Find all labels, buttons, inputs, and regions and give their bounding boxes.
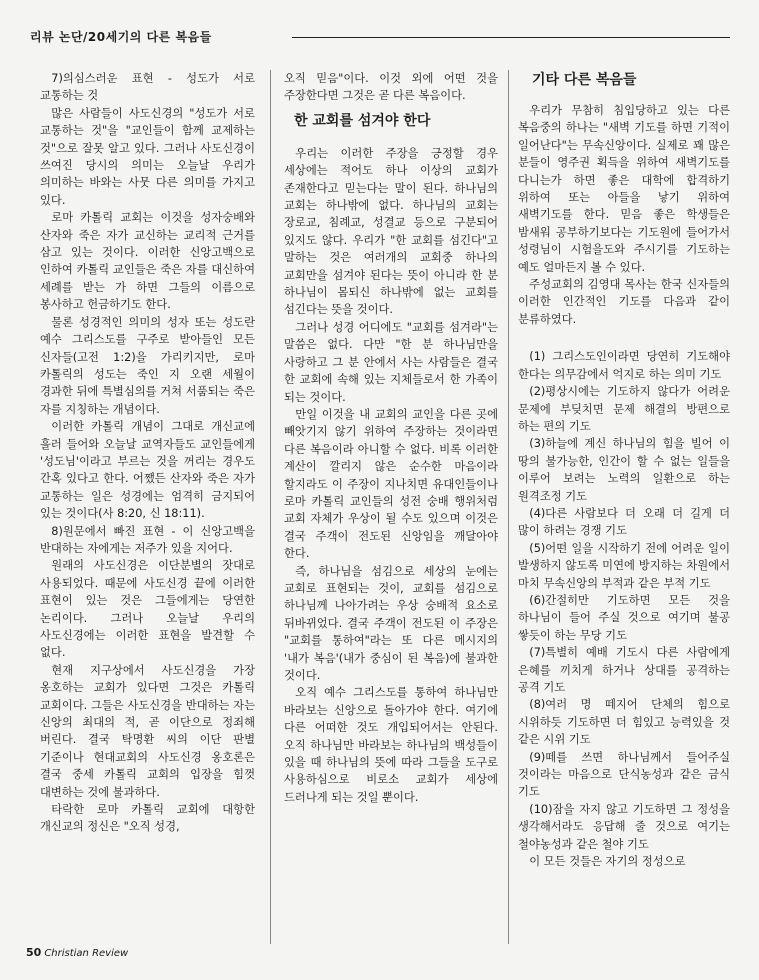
column-divider xyxy=(270,70,271,944)
header-rule xyxy=(292,37,730,38)
list-item: (4)다른 사람보다 더 오래 더 길게 더 많이 하려는 경쟁 기도 xyxy=(518,506,730,538)
paragraph: 만일 이것을 내 교회의 교인을 다른 곳에 빼앗기지 않기 위하여 주장하는 것이라면 다른 복음이라 아니할 수 없다. 비록 이러한 계산이 깔리지 않은 순수한 마음이라 할지라도 이 주장이 지나치면 유대인들이나 로마 카톨릭 교인들의 성전 숭배 행위처럼 교회 자체가 우상이 될 수도 있으며 이것은 결국 주객이 전도된 신앙임을 깨달아야 한다. xyxy=(284,407,498,561)
section-heading: 기타 다른 복음들 xyxy=(532,72,637,88)
paragraph: 현재 지구상에서 사도신경을 가장 옹호하는 교회가 있다면 그것은 카톨릭 교회이다. 그들은 사도신경을 반대하는 자는 신앙의 최대의 적, 곧 이단으로 정죄해 버린다. 결국 탁명환 씨의 이단 판별 기준이나 현대교회의 사도신경 옹호론은 결국 중세 카톨릭 교회의 입장을 힘껏 대변하는 것에 불과하다. xyxy=(40,663,255,799)
paragraph: 주성교회의 김영대 목사는 한국 신자들의 이러한 인간적인 기도를 다음과 같이 분류하였다. xyxy=(518,278,730,326)
list-item: 이 모든 것들은 자기의 정성으로 xyxy=(529,855,686,869)
paragraph: 물론 성경적인 의미의 성자 또는 성도란 예수 그리스도를 구주로 받아들인 모든 신자들(고전 1:2)을 가리키지만, 로마 카톨릭의 성도는 죽인 지 오랜 세월이 경과한 뒤에 특별심의를 거쳐 서품되는 죽은 자를 지칭하는 개념이다. xyxy=(40,315,255,416)
paragraph: 7)의심스러운 표현 - 성도가 서로 교통하는 것 xyxy=(40,72,255,103)
magazine-name: Christian Review xyxy=(44,948,129,959)
paragraph: 8)원문에서 빠진 표현 - 이 신앙고백을 반대하는 자에게는 저주가 있을 지어다. xyxy=(40,524,255,555)
list-item: (2)평상시에는 기도하지 않다가 어려운 문제에 부딪치면 문제 해결의 방편으로 하는 편의 기도 xyxy=(518,385,730,433)
column-divider xyxy=(508,70,509,944)
list-item: (10)잠을 자지 않고 기도하면 그 정성을 생각해서라도 응답해 줄 것으로 여기는 철야농성과 같은 철야 기도 xyxy=(518,802,730,851)
spacer xyxy=(518,328,730,348)
section-heading: 한 교회를 섬겨야 한다 xyxy=(294,112,431,129)
paragraph: 원래의 사도신경은 이단분별의 잣대로 사용되었다. 때문에 사도신경 끝에 이러한 표현이 있는 것은 그들에게는 당연한 논리이다. 그러나 오늘날 우리의 사도신경에는 이러한 표현을 발견할 수 없다. xyxy=(40,559,255,660)
list-item: (1) 그리스도인이라면 당연히 기도해야 한다는 의무감에서 억지로 하는 의미 기도 xyxy=(518,350,730,381)
paragraph: 오직 믿음"이다. 이것 외에 어떤 것을 주장한다면 그것은 곧 다른 복음이다. xyxy=(284,72,498,103)
paragraph: 그러나 성경 어디에도 "교회를 섬겨라"는 말씀은 없다. 다만 "한 분 하나님만을 사랑하고 그 분 안에서 사는 사람들은 결국 한 교회에 속해 있는 지체들로서 한 가족이 되는 것이다. xyxy=(284,320,498,404)
column-2 xyxy=(284,70,498,806)
list-item: (5)어떤 일을 시작하기 전에 어려운 일이 발생하지 않도록 미연에 방지하는 차원에서 마치 무속신앙의 부적과 같은 부적 기도 xyxy=(518,541,730,590)
list-item: (8)여러 명 떼지어 단체의 힘으로 시위하듯 기도하면 더 힘있고 능력있을 것 같은 시위 기도 xyxy=(518,698,730,747)
column-1 xyxy=(40,70,255,836)
paragraph: 많은 사람들이 사도신경의 "성도가 서로 교통하는 것"을 "교인들이 함께 교제하는 것"으로 잘못 알고 있다. 그러나 사도신경이 쓰여진 당시의 의미는 오늘날 우리가 의미하는 바와는 사뭇 다른 의미를 가지고 있다. xyxy=(40,106,255,207)
paragraph: 우리는 이러한 주장을 긍정할 경우 세상에는 적어도 하나 이상의 교회가 존재한다고 믿는다는 말이 된다. 하나님의 교회는 하나밖에 없다. 하나님의 교회는 장로교, 침례교, 성결교 등으로 구분되어 있지도 않다. 우리가 "한 교회를 섬긴다"고 말하는 것은 여러개의 교회중 하나의 교회만을 섬겨야 된다는 뜻이 아니라 한 분 하나님이 몸되신 하나밖에 없는 교회를 섬긴다는 뜻을 것이다. xyxy=(284,146,498,317)
paragraph: 로마 카톨릭 교회는 이것을 성자숭배와 산자와 죽은 자가 교신하는 교리적 근거를 삼고 있는 것이다. 이러한 신앙고백으로 인하여 카톨릭 교인들은 죽은 자를 대신하여 세례를 받는 가 하면 그들의 이름으로 봉사하고 헌금하기도 한다. xyxy=(40,211,255,312)
column-3 xyxy=(518,70,730,870)
paragraph: 이러한 카톨릭 개념이 그대로 개신교에 흘러 들어와 오늘날 교역자들도 교인들에게 '성도님'이라고 부르는 것을 꺼리는 경우도 간혹 있다고 한다. 어쨌든 산자와 죽은 자가 교통하는 일은 성경에는 엄격히 금지되어 있는 것이다(사 8:20, 신 18:11). xyxy=(40,420,255,521)
list-item: (7)특별히 예배 기도시 다른 사람에게 은혜를 끼치게 하거나 상대를 공격하는 공격 기도 xyxy=(518,646,730,694)
paragraph: 타락한 로마 카톨릭 교회에 대항한 개신교의 정신은 "오직 성경, xyxy=(40,803,255,834)
running-title: 리뷰 논단/20세기의 다른 복음들 xyxy=(30,30,212,44)
list-item: (3)하늘에 계신 하나님의 힘을 빌어 이 땅의 불가능한, 인간이 할 수 없는 일들을 이루어 보려는 노력의 일환으로 하는 원격조정 기도 xyxy=(518,437,730,503)
paragraph: 우리가 무참히 침입당하고 있는 다른 복음중의 하나는 "새벽 기도를 하면 기적이 일어난다"는 무속신앙이다. 실제로 꽤 많은 분들이 영주권 획득을 위하여 새벽기도를 다니는가 하면 좋은 대학에 합격하기 위하여 또는 아들을 낳기 위하여 새벽기도를 한다. 믿음 좋은 학생들은 밤새워 공부하기보다는 기도원에 들어가서 성령님이 시험을도와 주시기를 기도하는 예도 얼마든지 볼 수 있다. xyxy=(518,104,730,274)
paragraph: 오직 예수 그리스도를 통하여 하나님만 바라보는 신앙으로 돌아가야 한다. 여기에 다른 어떠한 것도 개입되어서는 안된다. 오직 하나님만 바라보는 하나님의 백성들이 있을 때 하나님의 뜻에 따라 그들을 도구로 사용하심으로 비로소 교회가 세상에 드러나게 되는 것일 뿐이다. xyxy=(284,686,498,804)
paragraph: 즉, 하나님을 섬김으로 세상의 눈에는 교회로 표현되는 것이, 교회를 섬김으로 하나님께 나아가려는 우상 숭배적 요소로 뒤바뀌었다. 결국 주객이 전도된 이 주장은 "교회를 통하여"라는 또 다른 메시지의 '내가 복음'(내가 중심이 된 복음)에 불과한 것이다. xyxy=(284,564,498,682)
running-header xyxy=(30,26,730,46)
list-item: (6)간절히만 기도하면 모든 것을 하나님이 들어 주실 것으로 여기며 불공 쌓듯이 하는 무당 기도 xyxy=(518,593,730,642)
page-footer xyxy=(26,946,128,959)
list-item: (9)떼를 쓰면 하나님께서 들어주실 것이라는 마음으로 단식농성과 같은 금식 기도 xyxy=(518,750,730,799)
page-number: 50 xyxy=(26,946,42,959)
